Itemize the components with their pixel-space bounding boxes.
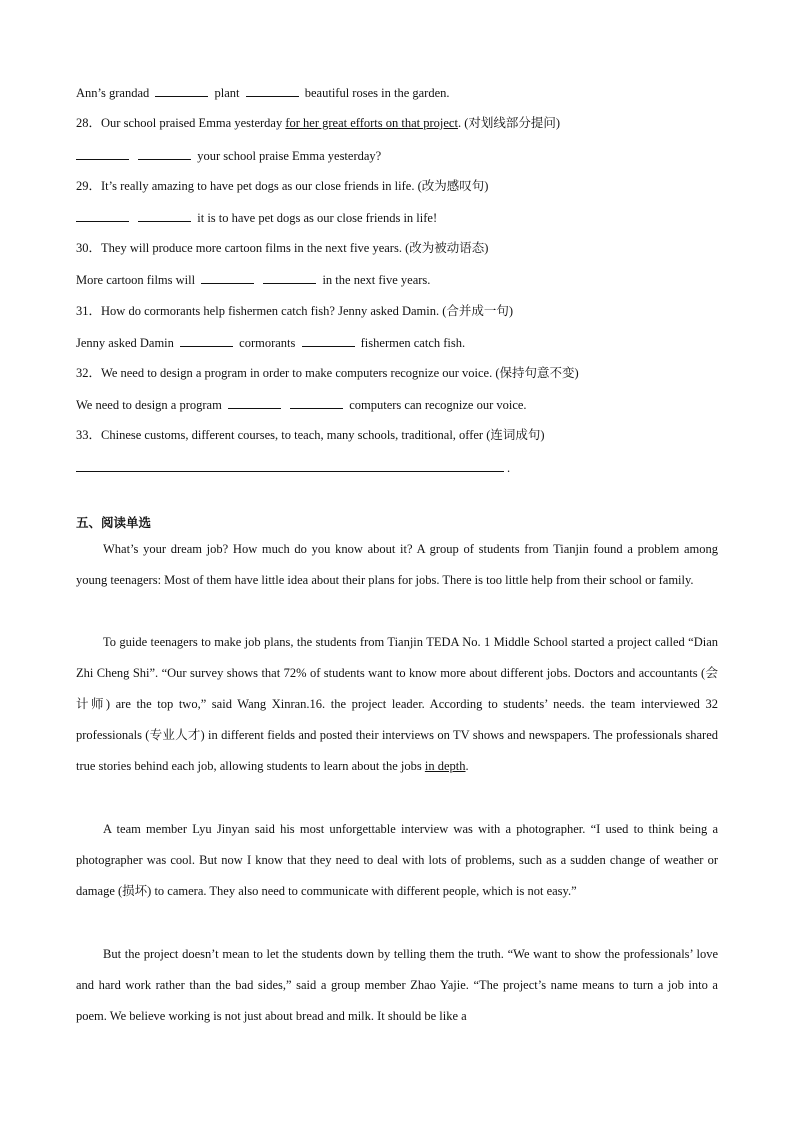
text: Jenny asked Damin — [76, 336, 174, 350]
question-number: 30． — [76, 241, 102, 255]
answer-blank[interactable] — [138, 147, 191, 160]
passage-paragraph-1 — [76, 534, 718, 596]
question-number: 32． — [76, 366, 102, 380]
text: in the next five years. — [322, 273, 431, 287]
exercise-31-answer-line — [76, 334, 465, 351]
text: plant — [214, 86, 240, 100]
text: We need to design a program — [76, 398, 222, 412]
text: beautiful roses in the garden. — [304, 86, 450, 100]
question-text: Our school praised Emma yesterday — [101, 116, 286, 130]
answer-blank[interactable] — [302, 334, 355, 347]
paragraph-text: But the project doesn’t mean to let the students down by telling them the truth. “We want to show the professionals’ love and hard work rather than the bad sides,” said a group member Zhao Yajie. “The project’s name means to turn a job into a poem. We believe working is not just about bread and milk. It should be like a — [76, 947, 718, 1023]
answer-blank[interactable] — [201, 271, 254, 284]
question-number: 29． — [76, 179, 102, 193]
answer-blank[interactable] — [76, 209, 129, 222]
exercise-32-question — [76, 365, 579, 381]
paragraph-text: What’s your dream job? How much do you know about it? A group of students from Tianjin found a problem among young teenagers: Most of them have little idea about their plans for jobs. There is too little help from their school or family. — [76, 542, 718, 587]
section-heading: 五、阅读单选 — [76, 516, 152, 530]
question-text: We need to design a program in order to make computers recognize our voice. (保持句意不变) — [101, 366, 579, 380]
text: it is to have pet dogs as our close friends in life! — [197, 211, 438, 225]
paragraph-text: To guide teenagers to make job plans, the students from Tianjin TEDA No. 1 Middle School started a project called “Dian Zhi Cheng Shi”. “Our survey shows that 72% of students want to know more about different jobs. Doctors and accountants (会计师) are the top two,” said Wang Xinran.16. the project leader. According to students’ needs. the team interviewed 32 professionals (专业人才) in different fields and posted their interviews on TV shows and newspapers. The professionals shared true stories behind each job, allowing students to learn about the jobs — [76, 635, 718, 773]
underlined-phrase: in depth — [424, 759, 466, 773]
question-number: 28． — [76, 116, 102, 130]
passage-paragraph-2 — [76, 627, 718, 782]
exercise-28-answer-line — [76, 147, 381, 164]
question-text: Chinese customs, different courses, to teach, many schools, traditional, offer (连词成句) — [101, 428, 545, 442]
passage-paragraph-3 — [76, 814, 718, 907]
text: computers can recognize our voice. — [349, 398, 527, 412]
passage-paragraph-4 — [76, 939, 718, 1032]
paragraph-text: A team member Lyu Jinyan said his most unforgettable interview was with a photographer. “I used to think being a photographer was cool. But now I know that they need to deal with lots of problems, such as a sudden change of weather or damage (损坏) to camera. They also need to communicate with different people, which is not easy.” — [76, 822, 718, 898]
exercise-29-answer-line — [76, 209, 437, 226]
exercise-30-question — [76, 240, 488, 256]
text: . — [507, 461, 511, 475]
text: fishermen catch fish. — [360, 336, 466, 350]
answer-blank[interactable] — [138, 209, 191, 222]
exercise-31-question — [76, 303, 513, 319]
text: Ann’s grandad — [76, 86, 150, 100]
answer-blank[interactable] — [76, 459, 504, 472]
question-text: They will produce more cartoon films in the next five years. (改为被动语态) — [101, 241, 489, 255]
answer-blank[interactable] — [180, 334, 233, 347]
text: your school praise Emma yesterday? — [197, 149, 382, 163]
answer-blank[interactable] — [246, 84, 299, 97]
exercise-30-answer-line — [76, 271, 430, 288]
underlined-phrase: for her great efforts on that project — [285, 116, 458, 130]
question-text: It’s really amazing to have pet dogs as our close friends in life. (改为感叹句) — [101, 179, 489, 193]
question-text: How do cormorants help fishermen catch fish? Jenny asked Damin. (合并成一句) — [101, 304, 514, 318]
exercise-32-answer-line — [76, 396, 527, 413]
exercise-33-question — [76, 427, 545, 443]
text: More cartoon films will — [76, 273, 196, 287]
text: cormorants — [239, 336, 296, 350]
question-number: 31． — [76, 304, 102, 318]
answer-blank[interactable] — [155, 84, 208, 97]
answer-blank[interactable] — [290, 396, 343, 409]
exercise-29-question — [76, 178, 488, 194]
question-instruction: . (对划线部分提问) — [457, 116, 561, 130]
exercise-28-question — [76, 115, 560, 131]
answer-blank[interactable] — [76, 147, 129, 160]
exercise-27-answer-line — [76, 84, 450, 101]
question-number: 33． — [76, 428, 102, 442]
answer-blank[interactable] — [263, 271, 316, 284]
exercise-33-answer-line — [76, 459, 510, 476]
paragraph-text: . — [465, 759, 469, 773]
answer-blank[interactable] — [228, 396, 281, 409]
